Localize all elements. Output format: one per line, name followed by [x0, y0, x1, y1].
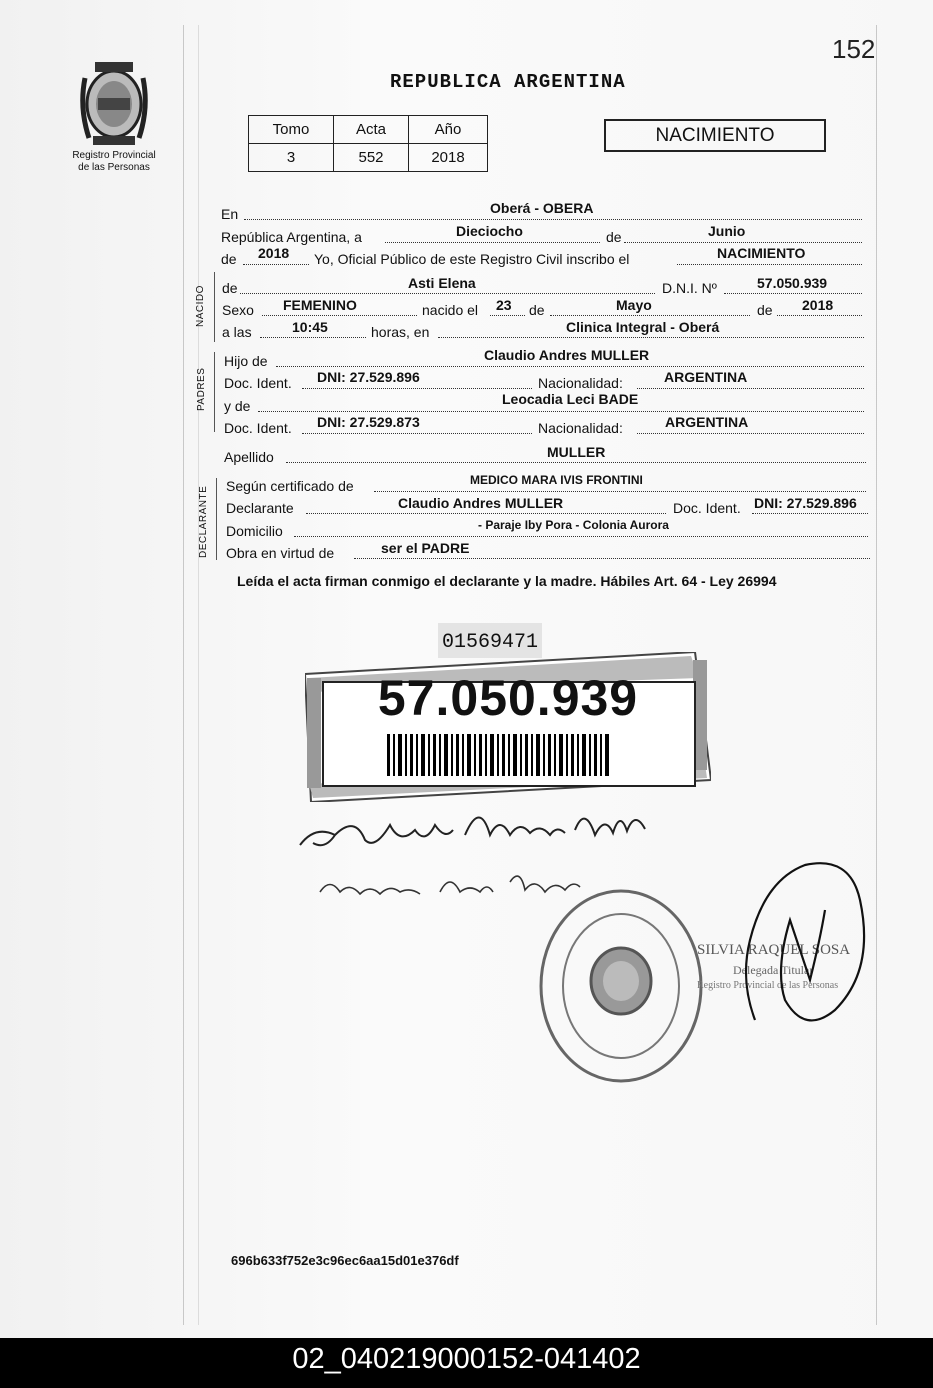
- registry-logo-caption: [54, 150, 174, 174]
- dotted-line: [374, 491, 866, 492]
- dotted-line: [260, 337, 366, 338]
- dotted-line: [240, 293, 655, 294]
- dotted-line: [244, 219, 862, 220]
- dotted-line: [724, 293, 862, 294]
- label-nacionalidad-1: Nacionalidad:: [538, 375, 623, 391]
- mother-doc-value: DNI: 27.529.873: [317, 414, 420, 430]
- misiones-crest-icon: [75, 58, 153, 150]
- label-doc-ident-1: Doc. Ident.: [224, 375, 292, 391]
- registry-line-2: de las Personas: [78, 162, 150, 173]
- label-segun-certificado: Según certificado de: [226, 478, 354, 494]
- barcode-icon: [387, 734, 627, 776]
- year-value: 2018: [258, 245, 290, 261]
- dotted-line: [262, 315, 417, 316]
- sticker-serial: 01569471: [438, 623, 542, 658]
- mother-nationality-value: ARGENTINA: [665, 414, 749, 430]
- label-de-b: de: [757, 302, 773, 318]
- delegate-signature: [735, 860, 880, 1035]
- declarant-doc-value: DNI: 27.529.896: [754, 495, 857, 511]
- page-number: 152: [832, 34, 876, 64]
- capacity-value: ser el PADRE: [381, 540, 470, 556]
- side-label-nacido: NACIDO: [195, 285, 206, 327]
- margin-line-left: [183, 25, 184, 1325]
- dotted-line: [550, 315, 750, 316]
- surname-value: MULLER: [547, 444, 606, 460]
- father-signature: [295, 795, 665, 865]
- child-dni-value: 57.050.939: [757, 275, 828, 291]
- father-nationality-value: ARGENTINA: [664, 369, 748, 385]
- address-value: - Paraje Iby Pora - Colonia Aurora: [478, 518, 669, 532]
- birth-month-value: Mayo: [616, 297, 652, 313]
- document-title: REPUBLICA ARGENTINA: [390, 71, 626, 93]
- footer-id-bar: [0, 1338, 933, 1388]
- label-de-2: de: [221, 251, 237, 267]
- stamp-name: SILVIA RAQUEL SOSA: [697, 942, 851, 958]
- section-bar: [216, 478, 217, 560]
- header-ano: Año: [409, 116, 488, 144]
- father-name-value: Claudio Andres MULLER: [484, 347, 650, 363]
- dotted-line: [677, 264, 862, 265]
- dotted-line: [276, 366, 864, 367]
- dotted-line: [302, 433, 532, 434]
- dotted-line: [637, 388, 864, 389]
- label-yo: Yo, Oficial Público de este Registro Civil inscribo el: [314, 251, 630, 267]
- dotted-line: [752, 513, 868, 514]
- label-en: En: [221, 206, 239, 222]
- dotted-line: [354, 558, 870, 559]
- header-tomo: Tomo: [249, 116, 334, 144]
- dotted-line: [243, 264, 309, 265]
- footer-id: 02_040219000152-041402: [292, 1343, 641, 1375]
- registry-line-1: Registro Provincial: [72, 150, 156, 161]
- label-sexo: Sexo: [222, 302, 254, 318]
- mother-name-value: Leocadia Leci BADE: [502, 391, 639, 407]
- label-hijo-de: Hijo de: [224, 353, 268, 369]
- label-apellido: Apellido: [224, 449, 274, 465]
- official-seal-icon: [536, 886, 706, 1086]
- closing-note: Leída el acta firman conmigo el declarante y la madre. Hábiles Art. 64 - Ley 26994: [237, 573, 777, 589]
- margin-line-right: [876, 25, 877, 1325]
- dotted-line: [777, 315, 862, 316]
- dni-sticker: [305, 652, 711, 802]
- label-declarante: Declarante: [226, 500, 294, 516]
- document-hash: 696b633f752e3c96ec6aa15d01e376df: [231, 1253, 459, 1268]
- label-nacionalidad-2: Nacionalidad:: [538, 420, 623, 436]
- day-value: Dieciocho: [456, 223, 523, 239]
- value-ano: 2018: [409, 144, 488, 172]
- label-obra: Obra en virtud de: [226, 545, 335, 561]
- dotted-line: [490, 315, 525, 316]
- label-domicilio: Domicilio: [226, 523, 283, 539]
- dotted-line: [385, 242, 600, 243]
- dotted-line: [306, 513, 666, 514]
- child-name-value: Asti Elena: [408, 275, 476, 291]
- label-de-1: de: [606, 229, 622, 245]
- stamp-office: Registro Provincial de las Personas: [697, 980, 839, 991]
- label-de-nacido: de: [222, 280, 238, 296]
- label-y-de: y de: [224, 398, 251, 414]
- side-label-padres: PADRES: [196, 367, 207, 411]
- dotted-line: [294, 536, 868, 537]
- declarant-value: Claudio Andres MULLER: [398, 495, 564, 511]
- label-nacido-el: nacido el: [422, 302, 479, 318]
- dotted-line: [438, 337, 864, 338]
- label-doc-ident-declarante: Doc. Ident.: [673, 500, 741, 516]
- label-dni: D.N.I. Nº: [662, 280, 717, 296]
- section-bar: [214, 272, 215, 342]
- dotted-line: [258, 411, 864, 412]
- header-acta: Acta: [334, 116, 409, 144]
- label-doc-ident-2: Doc. Ident.: [224, 420, 292, 436]
- sticker-number: 57.050.939: [377, 670, 639, 726]
- margin-line-left-2: [198, 25, 199, 1325]
- dotted-line: [637, 433, 864, 434]
- value-tomo: 3: [249, 144, 334, 172]
- stamp-role: Delegada Titular: [733, 963, 814, 977]
- dotted-line: [624, 242, 862, 243]
- father-doc-value: DNI: 27.529.896: [317, 369, 420, 385]
- side-label-declarante: DECLARANTE: [198, 485, 209, 558]
- label-republica: República Argentina, a: [221, 229, 362, 245]
- month-value: Junio: [708, 223, 746, 239]
- sex-value: FEMENINO: [283, 297, 357, 313]
- label-a-las: a las: [222, 324, 252, 340]
- record-type-box: NACIMIENTO: [604, 119, 826, 152]
- dotted-line: [286, 462, 866, 463]
- birth-time-value: 10:45: [292, 319, 328, 335]
- birth-year-value: 2018: [802, 297, 834, 313]
- section-bar: [214, 352, 215, 432]
- label-horas: horas, en: [371, 324, 430, 340]
- place-value: Oberá - OBERA: [490, 200, 594, 216]
- label-de-a: de: [529, 302, 545, 318]
- birth-place-value: Clinica Integral - Oberá: [566, 319, 720, 335]
- certificate-value: MEDICO MARA IVIS FRONTINI: [470, 473, 643, 487]
- value-acta: 552: [334, 144, 409, 172]
- record-table: [248, 115, 488, 172]
- dotted-line: [302, 388, 532, 389]
- birth-day-value: 23: [496, 297, 512, 313]
- act-value: NACIMIENTO: [717, 245, 806, 261]
